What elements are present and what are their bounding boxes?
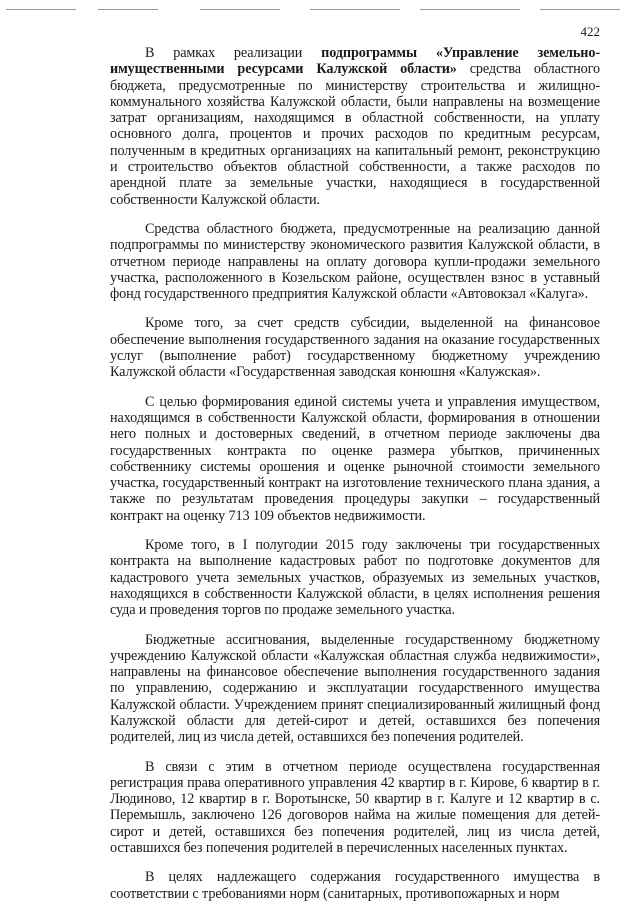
paragraph-subprogram-intro [110, 45, 600, 208]
paragraph-real-estate-service: Бюджетные ассигнования, выделенные государственному бюджетному учреждению Калужской области «Калужская областная служба недвижимости», направлены на финансовое обеспечение выполнения государственного задания по управлению, содержанию и эксплуатации государственного имущества Калужской области. Учреждением принят специализированный жилищный фонд Калужской области для детей-сирот и детей, оставшихся без попечения родителей, лиц из числа детей, оставшихся без попечения родителей. [110, 631, 600, 746]
paragraph-economic-ministry: Средства областного бюджета, предусмотренные на реализацию данной подпрограммы по министерству экономического развития Калужской области, в отчетном периоде направлены на оплату договора купли-продажи земельного участка, расположенного в Козельском районе, осуществлен взнос в уставный фонд государственного предприятия Калужской области «Автовокзал «Калуга». [110, 220, 600, 303]
paragraph-property-maintenance: В целях надлежащего содержания государственного имущества в соответствии с требованиями норм (санитарных, противопожарных и норм [110, 869, 600, 902]
paragraph-lead-text: В рамках реализации [145, 45, 322, 61]
paragraph-property-accounting: С целью формирования единой системы учета и управления имуществом, находящимся в собственности Калужской области, формирования в отношении него полных и достоверных сведений, в отчетном периоде заключены два государственных контракта по оценке размера убытков, причиненных собственнику системы орошения и оценке рыночной стоимости земельного участка, государственный контракт на изготовление технического плана здания, а также по результатам проведения процедуры закупки – государственный контракт на оценку 713 109 объектов недвижимости. [110, 393, 600, 524]
paragraph-tail-text: средства областного бюджета, предусмотренные по министерству строительства и жилищно-коммунального хозяйства Калужской области, были направлены на возмещение затрат организациям, находящимся в областной собственности, на уплату основного долга, процентов и прочих расходов по кредитным ресурсам, полученным в кредитных организациях на капитальный ремонт, реконструкцию и строительство объектов областной собственности, а также расходов по арендной плате за земельные участки, находящиеся в государственной собственности Калужской области. [110, 61, 600, 208]
scan-artifacts [0, 9, 640, 13]
paragraph-subsidy-stud-farm: Кроме того, за счет средств субсидии, выделенной на финансовое обеспечение выполнения государственного задания на оказание государственных услуг (выполнение работ) государственному бюджетному учреждению Калужской области «Государственная заводская конюшня «Калужская». [110, 315, 600, 381]
subprogram-title: подпрограммы «Управление земельно-имущественными ресурсами Калужской области» [110, 45, 600, 78]
page-number: 422 [580, 24, 600, 39]
paragraph-cadastral-contracts: Кроме того, в I полугодии 2015 году заключены три государственных контракта на выполнение кадастровых работ по подготовке документов для кадастрового учета земельных участков, образуемых из земельных участков, находящихся в собственности Калужской области, в целях исполнения решения суда и проведения торгов по продаже земельного участка. [110, 537, 600, 619]
document-body [110, 45, 600, 902]
paragraph-apartment-registration: В связи с этим в отчетном периоде осуществлена государственная регистрация права оперативного управления 42 квартир в г. Кирове, 6 квартир в г. Людиново, 12 квартир в г. Воротынске, 50 квартир в г. Калуге и 12 квартир в с. Перемышль, заключено 126 договоров найма на жилые помещения для детей-сирот и детей, оставшихся без попечения родителей, лиц из числа детей, оставшихся без попечения родителей в перечисленных населенных пунктах. [110, 758, 600, 857]
